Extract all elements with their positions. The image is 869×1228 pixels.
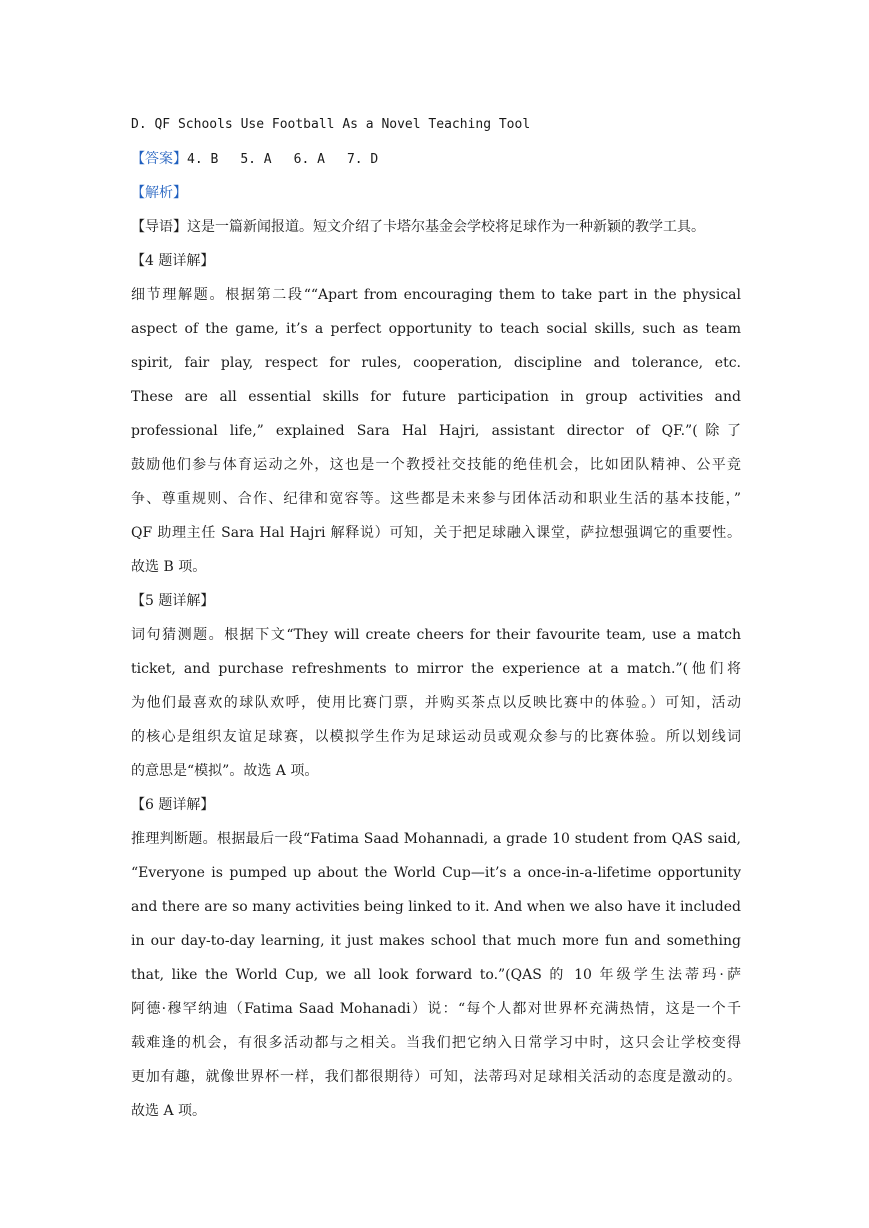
q6-line: and there are so many activities being linked to it. And when we also have it included [131, 899, 741, 915]
q5-line: 为他们最喜欢的球队欢呼，使用比赛门票，并购买茶点以反映比赛中的体验。）可知，活动 [131, 695, 741, 711]
q4-line: These are all essential skills for future participation in group activities and [131, 389, 741, 405]
q4-line: professional life,” explained Sara Hal Hajri, assistant director of QF.”(除了 [131, 423, 741, 439]
q4-line: spirit, fair play, respect for rules, cooperation, discipline and tolerance, etc. [131, 355, 741, 371]
q6-line: 载难逢的机会，有很多活动都与之相关。当我们把它纳入日常学习中时，这只会让学校变得 [131, 1035, 741, 1051]
q4-line: QF 助理主任 Sara Hal Hajri 解释说）可知，关于把足球融入课堂，萨拉想强调它的重要性。 [131, 525, 741, 541]
q6-line: 推理判断题。根据最后一段“Fatima Saad Mohannadi, a grade 10 student from QAS said, [131, 831, 741, 847]
answer-item: 4. B [187, 152, 219, 167]
q4-heading: 【4 题详解】 [131, 253, 215, 269]
intro-text: 这是一篇新闻报道。短文介绍了卡塔尔基金会学校将足球作为一种新颖的教学工具。 [187, 219, 705, 235]
answer-item: 5. A [240, 152, 272, 167]
q6-heading: 【6 题详解】 [131, 797, 215, 813]
analysis-heading: 【解析】 [131, 185, 187, 201]
q4-line: aspect of the game, it’s a perfect opportunity to teach social skills, such as team [131, 321, 741, 337]
intro-label: 【导语】 [131, 219, 187, 235]
q6-line: 阿德·穆罕纳迪（Fatima Saad Mohanadi）说：“每个人都对世界杯充满热情，这是一个千 [131, 1001, 741, 1017]
q4-line: 争、尊重规则、合作、纪律和宽容等。这些都是未来参与团体活动和职业生活的基本技能，” [131, 491, 741, 507]
answer-explanation-page [131, 108, 741, 1128]
answer-item: 7. D [346, 152, 379, 167]
q5-heading: 【5 题详解】 [131, 593, 215, 609]
q4-line: 鼓励他们参与体育运动之外，这也是一个教授社交技能的绝佳机会，比如团队精神、公平竞 [131, 457, 741, 473]
intro-line [131, 210, 741, 244]
answer-line [131, 142, 741, 176]
q6-line: 更加有趣，就像世界杯一样，我们都很期待）可知，法蒂玛对足球相关活动的态度是激动的。 [131, 1069, 741, 1085]
q6-line: in our day-to-day learning, it just makes school that much more fun and something [131, 933, 741, 949]
q6-line: 故选 A 项。 [131, 1103, 207, 1119]
answer-item: 6. A [293, 152, 325, 167]
q5-line: 词句猜测题。根据下文“They will create cheers for their favourite team, use a match [131, 627, 741, 643]
answer-label: 【答案】 [131, 151, 187, 167]
q4-line: 故选 B 项。 [131, 559, 207, 575]
q6-line: “Everyone is pumped up about the World Cup—it’s a once-in-a-lifetime opportunity [131, 865, 741, 881]
q5-line: 的核心是组织友谊足球赛，以模拟学生作为足球运动员或观众参与的比赛体验。所以划线词 [131, 729, 741, 745]
q5-line: 的意思是“模拟”。故选 A 项。 [131, 763, 319, 779]
q5-line: ticket, and purchase refreshments to mirror the experience at a match.”(他们将 [131, 661, 741, 677]
q6-line: that, like the World Cup, we all look forward to.”(QAS 的 10 年级学生法蒂玛·萨 [131, 967, 741, 983]
option-d-line: D. QF Schools Use Football As a Novel Teaching Tool [131, 117, 531, 132]
q4-line: 细节理解题。根据第二段““Apart from encouraging them to take part in the physical [131, 287, 741, 303]
